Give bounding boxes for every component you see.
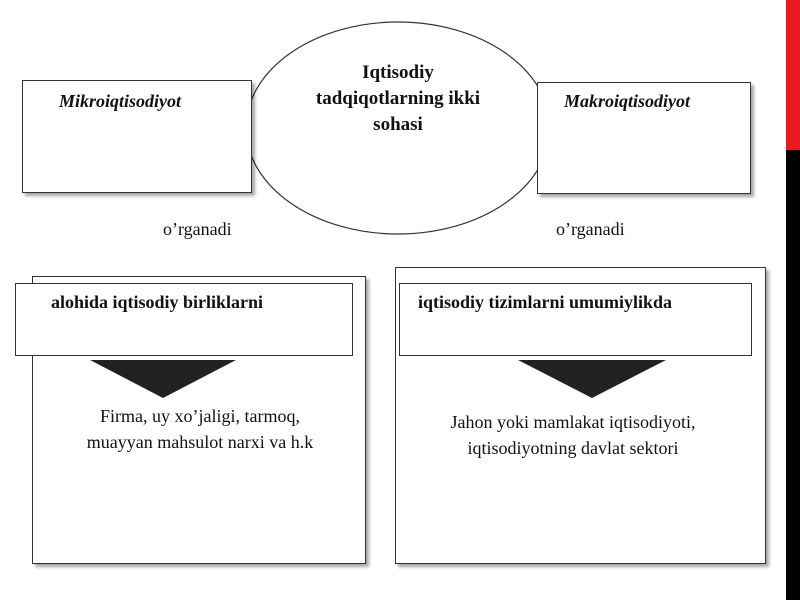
center-title-line1: Iqtisodiy bbox=[362, 62, 434, 83]
micro-examples-line2: muayyan mahsulot narxi va h.k bbox=[86, 432, 314, 452]
micro-examples bbox=[40, 403, 360, 455]
macro-title: Makroiqtisodiyot bbox=[564, 91, 691, 111]
micro-examples-line1: Firma, uy xo’jaligi, tarmoq, bbox=[100, 406, 300, 426]
center-title-line2: tadqiqotlarning ikki bbox=[315, 88, 481, 109]
macro-examples-line1: Jahon yoki mamlakat iqtisodiyoti, bbox=[450, 412, 696, 432]
center-title-line3: sohasi bbox=[373, 114, 423, 135]
macro-down-arrow-icon bbox=[518, 360, 666, 398]
macro-examples-line2: iqtisodiyotning davlat sektori bbox=[467, 438, 679, 458]
micro-subject: alohida iqtisodiy birliklarni bbox=[51, 292, 264, 312]
macro-examples bbox=[398, 409, 748, 461]
macro-subject: iqtisodiy tizimlarni umumiylikda bbox=[418, 292, 673, 312]
micro-studies-label: o’rganadi bbox=[163, 219, 232, 239]
micro-title: Mikroiqtisodiyot bbox=[59, 91, 182, 111]
micro-down-arrow-icon bbox=[90, 360, 236, 398]
macro-studies-label: o’rganadi bbox=[556, 219, 625, 239]
